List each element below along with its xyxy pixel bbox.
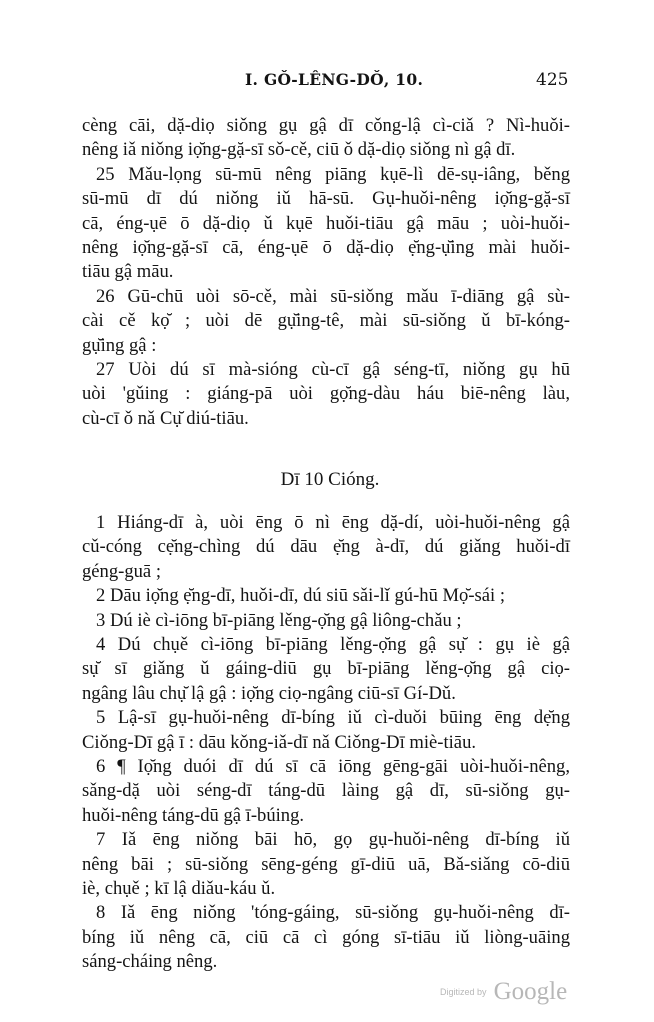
text-line: sū-mū dī dú niǒng iǔ hā-sū. Gụ-huǒi-nêng iọ̆ng-gặ-sī (82, 188, 570, 210)
verse-25-line: 25 Mǎu-lọng sū-mū nêng piāng kụē-lì dē-sụ-iâng, běng (96, 163, 570, 185)
text-line: gụ̆ing gậ : (82, 334, 157, 356)
text-line: nêng bāi ; sū-siǒng sēng-géng gī-diū uā, Bǎ-siǎng cō-diū (82, 853, 570, 875)
verse-7-line: 7 Iǎ ēng niǒng bāi hō, gọ gụ-huǒi-nêng dī-bíng iǔ (96, 829, 570, 851)
verse-5-line: 5 Lậ-sī gụ-huǒi-nêng dī-bíng iǔ cì-duǒi būing ēng dẹ̆ng (96, 707, 570, 729)
chapter-heading: Dī 10 Cióng. (280, 469, 380, 491)
text-line: cù-cī ǒ nǎ Cụ̆ diú-tiāu. (82, 407, 249, 429)
verse-3-line: 3 Dú iè cì-iōng bī-piāng lěng-ọ̆ng gậ liông-chǎu ; (96, 609, 462, 631)
text-line: nêng iǎ niǒng iọ̆ng-gặ-sī sǒ-cě, ciū ǒ dặ-diọ siǒng nì gậ dī. (82, 139, 516, 161)
text-line: uòi 'gǔing : giáng-pā uòi gọ̆ng-dàu háu biē-nêng làu, (82, 383, 570, 405)
text-line: sụ̆ sī giǎng ǔ gáing-diū gụ bī-piāng lěng-ọ̆ng gậ ciọ- (82, 658, 570, 680)
text-line: Ciǒng-Dī gậ ī : dāu kǒng-iǎ-dī nǎ Ciǒng-Dī miè-tiāu. (82, 731, 477, 753)
text-line: tiāu gậ māu. (82, 261, 174, 283)
page-body (82, 114, 570, 975)
section-top (82, 114, 570, 431)
text-line: bíng iǔ nêng cā, ciū cā cì góng sī-tiāu iǔ liòng-uāing (82, 926, 570, 948)
page-header (0, 68, 654, 92)
text-line: cèng cāi, dặ-diọ siǒng gụ gậ dī cǒng-lậ cì-ciǎ ? Nì-huǒi- (82, 115, 570, 136)
text-line: iè, chụě ; kī lậ diǎu-káu ǔ. (82, 877, 276, 899)
verse-6-line: 6 ¶ Iọ̆ng duói dī dú sī cā iōng gēng-gāi uòi-huǒi-nêng, (96, 755, 570, 777)
text-line: cài cě kọ̆ ; uòi dē gụ̆ing-tê, mài sū-siǒng ǔ bī-kóng- (82, 310, 570, 332)
text-line: huǒi-nêng táng-dū gậ ī-búing. (82, 804, 305, 826)
verse-1-line: 1 Hiáng-dī à, uòi ēng ō nì ēng dặ-dí, uòi-huǒi-nêng gậ (96, 512, 570, 534)
text-line: sǎng-dặ uòi séng-dī táng-dū làing gậ dī, sū-siǒng gụ- (82, 780, 570, 802)
text-line: cǔ-cóng cẹ̆ng-chìng dú dāu ẹ̆ng à-dī, dú giǎng huǒi-dī (82, 536, 570, 558)
digitized-watermark (440, 978, 567, 1006)
verse-2-line: 2 Dāu iọ̆ng ẹ̆ng-dī, huǒi-dī, dú siū sǎi-lǐ gú-hū Mọ̆-sái ; (96, 585, 506, 607)
section-bottom (82, 511, 570, 974)
text-line: nêng iọ̆ng-gặ-sī cā, éng-ụē ō dặ-diọ ẹ̆ng-ụ̆ing mài huǒi- (82, 236, 570, 258)
text-line: sáng-cháing nêng. (82, 951, 218, 973)
text-line: ngâng lâu chụ̆ lậ gậ : iọ̆ng ciọ-ngâng ciū-sī Gí-Dǔ. (82, 682, 456, 704)
google-wordmark: Google (493, 978, 568, 1005)
verse-4-line: 4 Dú chụě cì-iōng bī-piāng lěng-ọ̆ng gậ sụ̆ : gụ iè gậ (96, 634, 570, 656)
verse-8-line: 8 Iǎ ēng niǒng 'tóng-gáing, sū-siǒng gụ-huǒi-nêng dī- (96, 902, 570, 924)
running-title: I. GǑ-LÊNG-DǑ, 10. (245, 70, 424, 89)
verse-27-line: 27 Uòi dú sī mà-sióng cù-cī gậ séng-tī, niǒng gụ hū (96, 358, 570, 380)
text-line: géng-guā ; (82, 560, 161, 582)
text-line: cā, éng-ụē ō dặ-diọ ǔ kụē huǒi-tiāu gậ māu ; uòi-huǒi- (82, 212, 570, 234)
verse-26-line: 26 Gū-chū uòi sō-cě, mài sū-siǒng mǎu ī-diāng gậ sù- (96, 285, 570, 307)
watermark-prefix: Digitized by (440, 987, 487, 997)
page-number: 425 (536, 70, 569, 90)
